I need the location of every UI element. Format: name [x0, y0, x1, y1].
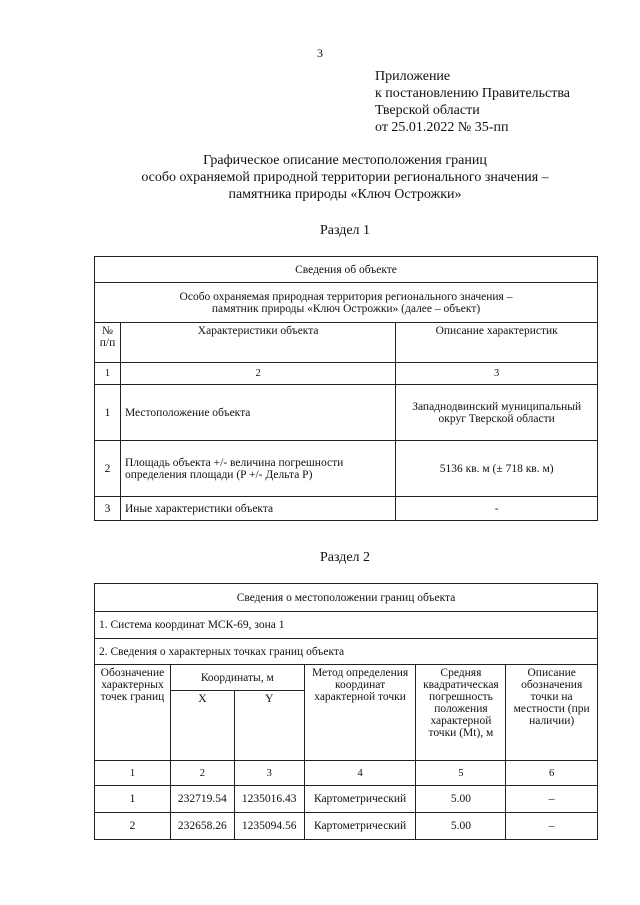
- col-number: 1: [95, 761, 171, 786]
- table-row: [95, 385, 598, 441]
- point-desc: –: [506, 813, 598, 840]
- row-name: Площадь объекта +/- величина погрешности определения площади (P +/- Дельта P): [120, 441, 395, 497]
- header-description: Описание характеристик: [396, 323, 598, 363]
- col-number: 2: [170, 761, 234, 786]
- col-number: 5: [416, 761, 506, 786]
- appendix-line: от 25.01.2022 № 35-пп: [375, 120, 509, 135]
- col-number: 4: [304, 761, 416, 786]
- point-desc: –: [506, 786, 598, 813]
- object-name-line: памятник природы «Ключ Острожки» (далее – объект): [211, 302, 481, 315]
- object-name: [95, 283, 598, 323]
- header-method: Метод определения координат характерной точки: [304, 665, 416, 761]
- row-desc: 5136 кв. м (± 718 кв. м): [396, 441, 598, 497]
- table-title: Сведения о местоположении границ объекта: [95, 584, 598, 612]
- header-coords: Координаты, м: [170, 665, 304, 691]
- mt: 5.00: [416, 813, 506, 840]
- header-number: № п/п: [95, 323, 121, 363]
- table-row: [95, 786, 598, 813]
- appendix-line: Приложение: [375, 69, 451, 84]
- title-line: памятника природы «Ключ Острожки»: [228, 187, 462, 202]
- row-desc: Западнодвинский муниципальный округ Тверской области: [396, 385, 598, 441]
- title-line: Графическое описание местоположения границ: [203, 153, 487, 168]
- point-id: 1: [95, 786, 171, 813]
- row-number: 2: [95, 441, 121, 497]
- header-x: X: [170, 691, 234, 761]
- table-title: Сведения об объекте: [95, 257, 598, 283]
- table-row: [95, 441, 598, 497]
- document-title: [0, 152, 640, 203]
- boundary-points-table: [94, 583, 598, 840]
- method: Картометрический: [304, 786, 416, 813]
- coord-y: 1235094.56: [234, 813, 304, 840]
- col-number: 6: [506, 761, 598, 786]
- appendix-line: к постановлению Правительства: [375, 86, 571, 101]
- coord-x: 232719.54: [170, 786, 234, 813]
- header-designation: Обозначение характерных точек границ: [95, 665, 171, 761]
- coord-y: 1235016.43: [234, 786, 304, 813]
- col-number: 3: [234, 761, 304, 786]
- object-name-line: Особо охраняемая природная территория регионального значения –: [179, 290, 513, 303]
- col-number: 3: [396, 363, 598, 385]
- object-info-table: [94, 256, 598, 521]
- row-name: Местоположение объекта: [120, 385, 395, 441]
- mt: 5.00: [416, 786, 506, 813]
- header-y: Y: [234, 691, 304, 761]
- method: Картометрический: [304, 813, 416, 840]
- table-row: [95, 813, 598, 840]
- header-characteristic: Характеристики объекта: [120, 323, 395, 363]
- row-number: 3: [95, 497, 121, 521]
- row-name: Иные характеристики объекта: [120, 497, 395, 521]
- appendix-block: [375, 68, 570, 136]
- page-number: 3: [317, 46, 323, 60]
- coord-system: 1. Система координат МСК-69, зона 1: [95, 612, 598, 639]
- row-desc: -: [396, 497, 598, 521]
- table-row: [95, 497, 598, 521]
- appendix-line: Тверской области: [375, 103, 480, 118]
- col-number: 2: [120, 363, 395, 385]
- row-number: 1: [95, 385, 121, 441]
- section2-heading: Раздел 2: [319, 550, 371, 565]
- title-line: особо охраняемой природной территории регионального значения –: [141, 170, 549, 185]
- header-error: Средняя квадратическая погрешность положения характерной точки (Mt), м: [416, 665, 506, 761]
- point-id: 2: [95, 813, 171, 840]
- section1-heading: Раздел 1: [319, 223, 371, 238]
- coord-x: 232658.26: [170, 813, 234, 840]
- header-point-description: Описание обозначения точки на местности (при наличии): [506, 665, 598, 761]
- points-title: 2. Сведения о характерных точках границ объекта: [95, 639, 598, 665]
- col-number: 1: [95, 363, 121, 385]
